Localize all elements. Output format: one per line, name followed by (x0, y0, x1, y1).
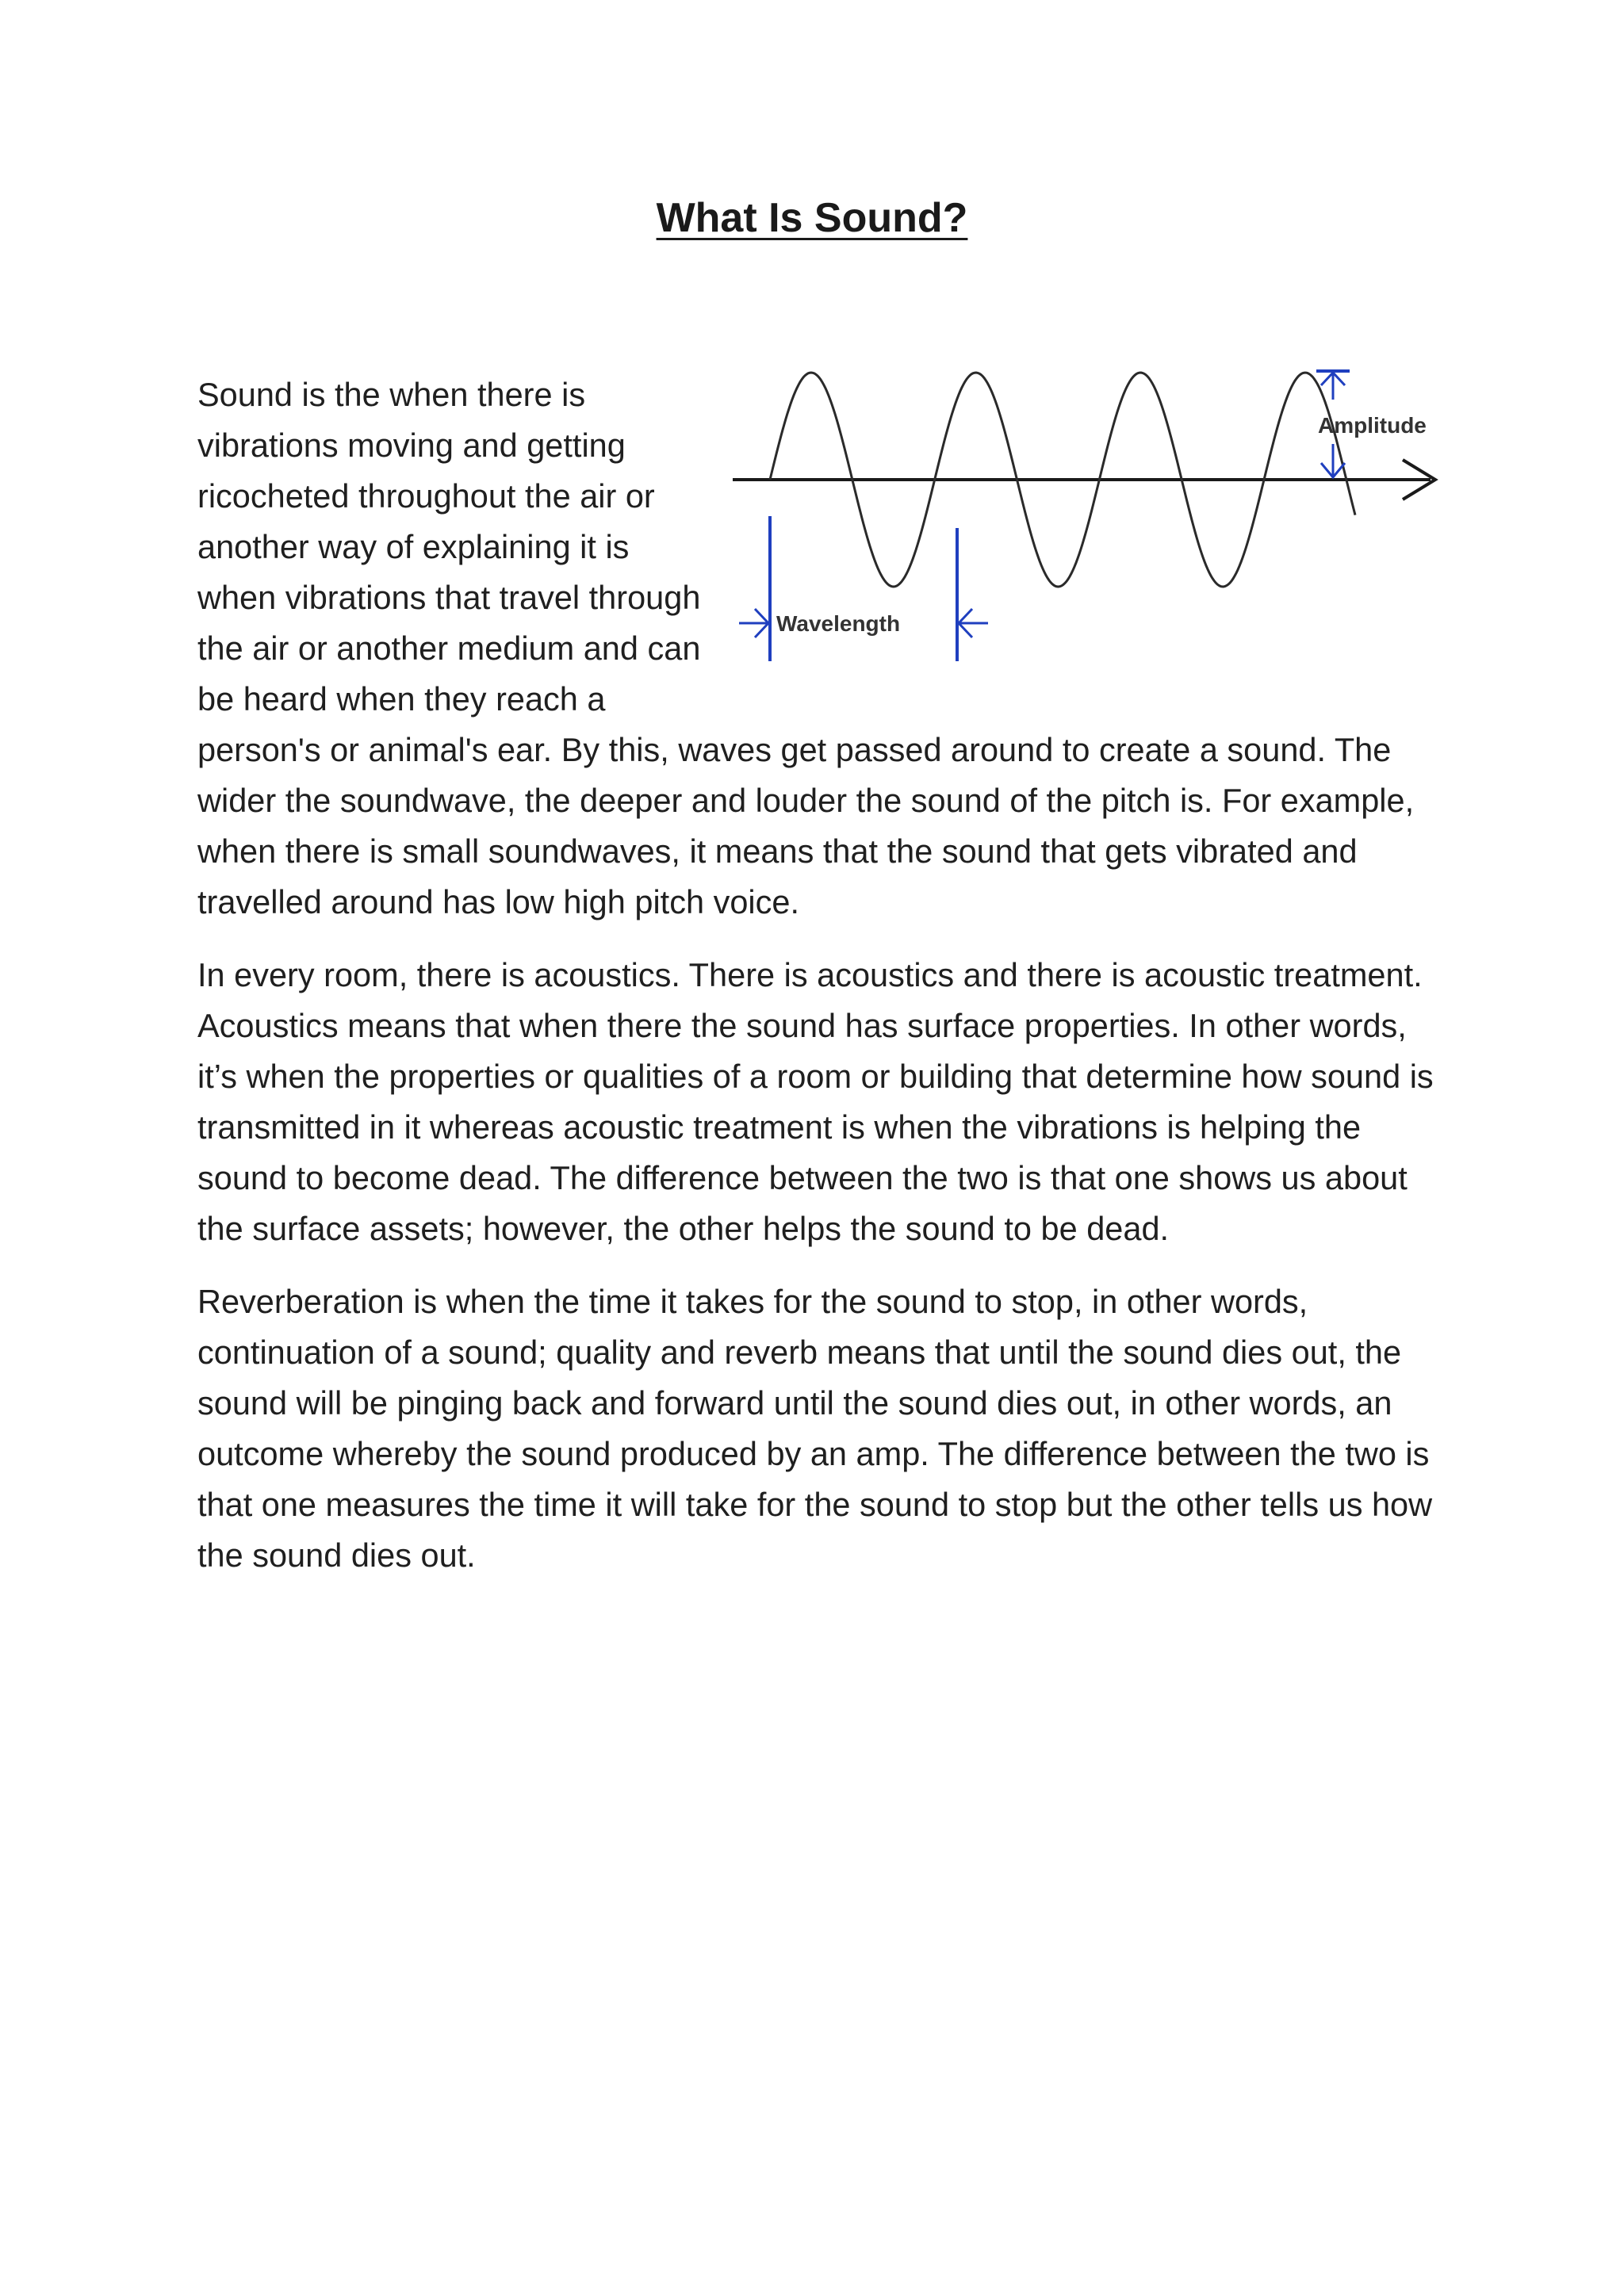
wavelength-marker (739, 516, 988, 661)
paragraph-acoustics: In every room, there is acoustics. There is acoustics and there is acoustic treatment. Acoustics means that when there the sound has surface properties. In other words, it’s when the properties or qualities of a room or building that determine how sound is transmitted in it whereas acoustic treatment is when the vibrations is helping the sound to become dead. The difference between the two is that one shows us about the surface assets; however, the other helps the sound to be dead. (197, 956, 1434, 1247)
document-body (197, 369, 1438, 1603)
wavelength-label: Wavelength (776, 611, 901, 636)
sound-wave-svg (733, 362, 1446, 693)
amplitude-label: Amplitude (1318, 413, 1427, 438)
paragraph-sound: Sound is the when there is vibrations moving and getting ricocheted throughout the air or another way of explaining it is when vibrations that travel through the air or another medium and can be heard when they reach a person's or animal's ear. By this, waves get passed around to create a sound. The wider the soundwave, the deeper and louder the sound of the pitch is. For example, when there is small soundwaves, it means that the sound that gets vibrated and travelled around has low high pitch voice. (197, 376, 1415, 920)
sound-wave-diagram (733, 362, 1446, 693)
page-title: What Is Sound? (656, 195, 968, 241)
paragraph-reverberation: Reverberation is when the time it takes for the sound to stop, in other words, continuation of a sound; quality and reverb means that until the sound dies out, the sound will be pinging back and forward until the sound dies out, in other words, an outcome whereby the sound produced by an amp. The difference between the two is that one measures the time it will take for the sound to stop but the other tells us how the sound dies out. (197, 1283, 1433, 1574)
amplitude-marker (1316, 371, 1427, 477)
